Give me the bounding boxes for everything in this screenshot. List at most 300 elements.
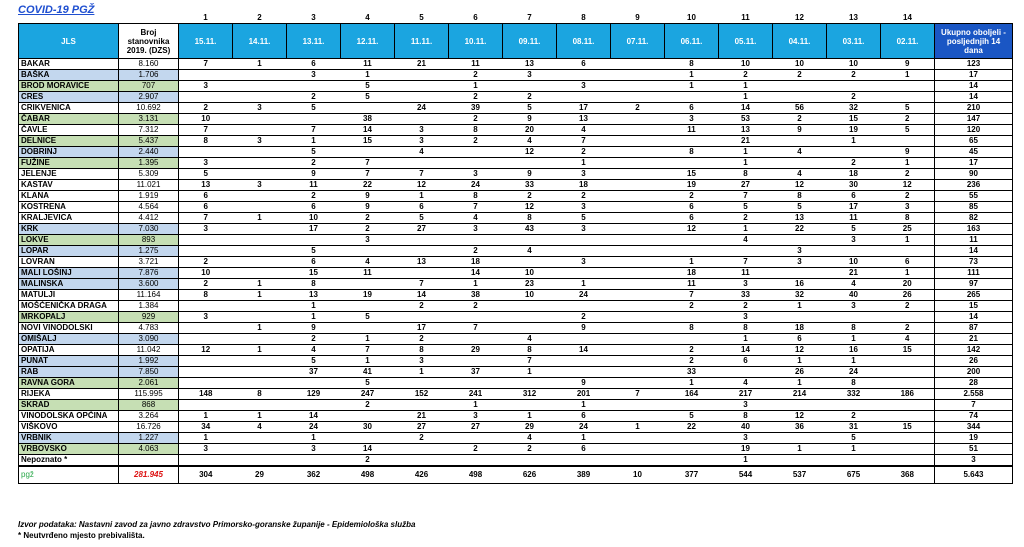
case-count-cell: 13: [503, 59, 557, 70]
case-count-cell: 56: [773, 103, 827, 114]
case-count-cell: 8: [827, 378, 881, 389]
total-cell: 123: [935, 59, 1013, 70]
table-row: [19, 158, 1013, 169]
case-count-cell: 27: [395, 224, 449, 235]
case-count-cell: 18: [557, 180, 611, 191]
case-count-cell: 6: [287, 59, 341, 70]
case-count-cell: 148: [179, 389, 233, 400]
population-cell: 1.992: [119, 356, 179, 367]
case-count-cell: [179, 400, 233, 411]
case-count-cell: [773, 92, 827, 103]
case-count-cell: 1: [665, 378, 719, 389]
case-count-cell: 7: [179, 59, 233, 70]
case-count-cell: [395, 312, 449, 323]
case-count-cell: 39: [449, 103, 503, 114]
case-count-cell: 11: [665, 125, 719, 136]
table-row: [19, 191, 1013, 202]
case-count-cell: 24: [827, 367, 881, 378]
table-row: [19, 356, 1013, 367]
case-count-cell: [233, 224, 287, 235]
column-number: 6: [473, 13, 478, 22]
case-count-cell: [665, 246, 719, 257]
population-cell: 7.030: [119, 224, 179, 235]
date-header: 11.11.: [395, 24, 449, 59]
case-count-cell: [827, 400, 881, 411]
case-count-cell: 36: [773, 422, 827, 433]
total-cell: 21: [935, 334, 1013, 345]
case-count-cell: 5: [773, 202, 827, 213]
case-count-cell: [395, 268, 449, 279]
case-count-cell: 10: [503, 290, 557, 301]
case-count-cell: [449, 147, 503, 158]
table-row: [19, 312, 1013, 323]
page-title: COVID-19 PGŽ: [18, 4, 95, 16]
case-count-cell: 1: [341, 356, 395, 367]
case-count-cell: 24: [557, 290, 611, 301]
municipality-name: VRBOVSKO: [19, 444, 119, 455]
case-count-cell: [611, 290, 665, 301]
case-count-cell: 1: [881, 158, 935, 169]
case-count-cell: 8: [395, 345, 449, 356]
case-count-cell: 3: [773, 246, 827, 257]
case-count-cell: 3: [233, 103, 287, 114]
case-count-cell: [611, 191, 665, 202]
case-count-cell: 8: [665, 59, 719, 70]
case-count-cell: 1: [179, 433, 233, 444]
table-row: [19, 246, 1013, 257]
municipality-name: SKRAD: [19, 400, 119, 411]
case-count-cell: 2: [665, 345, 719, 356]
case-count-cell: 5: [287, 356, 341, 367]
case-count-cell: 9: [341, 202, 395, 213]
case-count-cell: [611, 158, 665, 169]
case-count-cell: [557, 301, 611, 312]
case-count-cell: 3: [287, 70, 341, 81]
case-count-cell: [287, 455, 341, 467]
case-count-cell: 11: [719, 268, 773, 279]
case-count-cell: 10: [773, 59, 827, 70]
case-count-cell: [611, 224, 665, 235]
case-count-cell: [881, 92, 935, 103]
case-count-cell: 10: [287, 213, 341, 224]
case-count-cell: 2: [773, 114, 827, 125]
case-count-cell: [827, 147, 881, 158]
case-count-cell: [557, 246, 611, 257]
case-count-cell: 1: [719, 224, 773, 235]
table-row: [19, 224, 1013, 235]
case-count-cell: [611, 367, 665, 378]
case-count-cell: 25: [881, 224, 935, 235]
case-count-cell: 2: [611, 103, 665, 114]
case-count-cell: 4: [827, 279, 881, 290]
case-count-cell: [233, 114, 287, 125]
case-count-cell: 8: [503, 213, 557, 224]
case-count-cell: [233, 312, 287, 323]
case-count-cell: 14: [719, 345, 773, 356]
case-count-cell: 16: [827, 345, 881, 356]
case-count-cell: [503, 312, 557, 323]
population-cell: 1.919: [119, 191, 179, 202]
case-count-cell: 13: [179, 180, 233, 191]
case-count-cell: [611, 455, 665, 467]
case-count-cell: 5: [719, 202, 773, 213]
case-count-cell: 3: [395, 356, 449, 367]
table-row: [19, 455, 1013, 467]
municipality-name: LOPAR: [19, 246, 119, 257]
case-count-cell: 4: [395, 147, 449, 158]
case-count-cell: 2: [287, 92, 341, 103]
municipality-name: CRES: [19, 92, 119, 103]
date-header: 04.11.: [773, 24, 827, 59]
case-count-cell: [449, 312, 503, 323]
table-row: [19, 213, 1013, 224]
case-count-cell: 7: [341, 169, 395, 180]
case-count-cell: 5: [503, 103, 557, 114]
case-count-cell: [233, 356, 287, 367]
case-count-cell: 8: [773, 191, 827, 202]
case-count-cell: 1: [179, 411, 233, 422]
municipality-name: KOSTRENA: [19, 202, 119, 213]
date-header: 03.11.: [827, 24, 881, 59]
case-count-cell: 12: [503, 202, 557, 213]
case-count-cell: 12: [179, 345, 233, 356]
date-header: 06.11.: [665, 24, 719, 59]
population-header: Broj stanovnika 2019. (DZS): [119, 24, 179, 59]
total-cell: 74: [935, 411, 1013, 422]
case-count-cell: 1: [341, 334, 395, 345]
case-count-cell: [773, 158, 827, 169]
case-count-cell: 11: [341, 268, 395, 279]
total-cell: 14: [935, 312, 1013, 323]
case-count-cell: 15: [881, 345, 935, 356]
case-count-cell: 30: [341, 422, 395, 433]
case-count-cell: 15: [287, 268, 341, 279]
total-header: Ukupno oboljeli - posljednjih 14 dana: [935, 24, 1013, 59]
case-count-cell: [179, 70, 233, 81]
case-count-cell: 8: [179, 136, 233, 147]
table-row: [19, 180, 1013, 191]
case-count-cell: 3: [449, 224, 503, 235]
municipality-name: VINODOLSKA OPĆINA: [19, 411, 119, 422]
table-row: [19, 389, 1013, 400]
table-row: [19, 301, 1013, 312]
case-count-cell: 9: [503, 169, 557, 180]
case-count-cell: 17: [287, 224, 341, 235]
municipality-name: RIJEKA: [19, 389, 119, 400]
case-count-cell: 1: [665, 81, 719, 92]
case-count-cell: 3: [395, 136, 449, 147]
total-cell: 55: [935, 191, 1013, 202]
case-count-cell: 2: [773, 70, 827, 81]
case-count-cell: [665, 312, 719, 323]
case-count-cell: 3: [179, 444, 233, 455]
case-count-cell: 15: [827, 114, 881, 125]
total-cell: 14: [935, 246, 1013, 257]
case-count-cell: 9: [557, 378, 611, 389]
table-row: [19, 70, 1013, 81]
case-count-cell: [503, 257, 557, 268]
population-cell: 7.312: [119, 125, 179, 136]
case-count-cell: [395, 92, 449, 103]
municipality-name: KRALJEVICA: [19, 213, 119, 224]
case-count-cell: 10: [719, 59, 773, 70]
case-count-cell: 11: [449, 59, 503, 70]
case-count-cell: 2: [665, 356, 719, 367]
sum-cell: 389: [557, 466, 611, 484]
case-count-cell: 12: [773, 411, 827, 422]
case-count-cell: 2: [827, 411, 881, 422]
case-count-cell: 7: [395, 279, 449, 290]
case-count-cell: [557, 356, 611, 367]
case-count-cell: [665, 136, 719, 147]
total-cell: 15: [935, 301, 1013, 312]
case-count-cell: [179, 92, 233, 103]
case-count-cell: 19: [341, 290, 395, 301]
case-count-cell: [611, 235, 665, 246]
case-count-cell: [881, 411, 935, 422]
case-count-cell: 8: [719, 323, 773, 334]
case-count-cell: 9: [881, 147, 935, 158]
total-cell: 19: [935, 433, 1013, 444]
total-cell: 45: [935, 147, 1013, 158]
case-count-cell: 4: [449, 213, 503, 224]
population-cell: 4.564: [119, 202, 179, 213]
case-count-cell: 247: [341, 389, 395, 400]
case-count-cell: 1: [665, 70, 719, 81]
case-count-cell: 312: [503, 389, 557, 400]
case-count-cell: 19: [827, 125, 881, 136]
case-count-cell: [611, 213, 665, 224]
jls-header: JLS: [19, 24, 119, 59]
municipality-name: FUŽINE: [19, 158, 119, 169]
date-header: 09.11.: [503, 24, 557, 59]
column-number: 9: [635, 13, 640, 22]
case-count-cell: 129: [287, 389, 341, 400]
case-count-cell: 3: [179, 81, 233, 92]
population-cell: 4.783: [119, 323, 179, 334]
total-cell: 26: [935, 356, 1013, 367]
case-count-cell: 7: [503, 356, 557, 367]
case-count-cell: 3: [719, 433, 773, 444]
date-header: 12.11.: [341, 24, 395, 59]
table-row: [19, 59, 1013, 70]
case-count-cell: [233, 191, 287, 202]
case-count-cell: [719, 367, 773, 378]
case-count-cell: 6: [665, 103, 719, 114]
population-cell: 929: [119, 312, 179, 323]
table-row: [19, 136, 1013, 147]
case-count-cell: 2: [827, 158, 881, 169]
case-count-cell: 10: [503, 268, 557, 279]
case-count-cell: 13: [287, 290, 341, 301]
case-count-cell: 21: [827, 268, 881, 279]
case-count-cell: 7: [719, 257, 773, 268]
case-count-cell: [395, 378, 449, 389]
case-count-cell: 2: [341, 455, 395, 467]
column-number: 1: [203, 13, 208, 22]
case-count-cell: 5: [287, 147, 341, 158]
total-cell: 51: [935, 444, 1013, 455]
case-count-cell: 8: [449, 125, 503, 136]
case-count-cell: 8: [719, 411, 773, 422]
case-count-cell: 4: [503, 433, 557, 444]
population-cell: 2.061: [119, 378, 179, 389]
case-count-cell: 1: [881, 70, 935, 81]
case-count-cell: [179, 356, 233, 367]
case-count-cell: [503, 158, 557, 169]
case-count-cell: 2: [503, 92, 557, 103]
municipality-name: RAB: [19, 367, 119, 378]
case-count-cell: 8: [287, 279, 341, 290]
case-count-cell: 10: [827, 59, 881, 70]
case-count-cell: [395, 455, 449, 467]
population-cell: 11.164: [119, 290, 179, 301]
case-count-cell: 3: [287, 444, 341, 455]
date-header: 05.11.: [719, 24, 773, 59]
case-count-cell: [611, 268, 665, 279]
case-count-cell: [179, 235, 233, 246]
municipality-name: MALINSKA: [19, 279, 119, 290]
case-count-cell: 43: [503, 224, 557, 235]
case-count-cell: 217: [719, 389, 773, 400]
case-count-cell: [611, 92, 665, 103]
case-count-cell: 41: [341, 367, 395, 378]
population-cell: 893: [119, 235, 179, 246]
case-count-cell: 7: [179, 125, 233, 136]
case-count-cell: 24: [557, 422, 611, 433]
population-cell: 8.160: [119, 59, 179, 70]
case-count-cell: [233, 70, 287, 81]
case-count-cell: 1: [503, 411, 557, 422]
case-count-cell: [179, 367, 233, 378]
case-count-cell: 5: [881, 103, 935, 114]
column-number: 4: [365, 13, 370, 22]
case-count-cell: 3: [719, 312, 773, 323]
case-count-cell: 24: [449, 180, 503, 191]
case-count-cell: 5: [881, 125, 935, 136]
table-row: [19, 279, 1013, 290]
case-count-cell: 1: [395, 367, 449, 378]
case-count-cell: 38: [341, 114, 395, 125]
case-count-cell: 2: [719, 213, 773, 224]
municipality-name: MOŠĆENIČKA DRAGA: [19, 301, 119, 312]
case-count-cell: [233, 433, 287, 444]
case-count-cell: 332: [827, 389, 881, 400]
case-count-cell: 34: [179, 422, 233, 433]
case-count-cell: [611, 356, 665, 367]
date-header: 08.11.: [557, 24, 611, 59]
municipality-name: DELNICE: [19, 136, 119, 147]
case-count-cell: 6: [827, 191, 881, 202]
case-count-cell: 24: [287, 422, 341, 433]
case-count-cell: 20: [881, 279, 935, 290]
case-count-cell: 3: [503, 70, 557, 81]
municipality-name: VRBNIK: [19, 433, 119, 444]
case-count-cell: 13: [557, 114, 611, 125]
case-count-cell: 7: [719, 191, 773, 202]
total-cell: 73: [935, 257, 1013, 268]
case-count-cell: 11: [665, 279, 719, 290]
case-count-cell: 10: [179, 114, 233, 125]
case-count-cell: 6: [665, 213, 719, 224]
municipality-name: MATULJI: [19, 290, 119, 301]
table-row: [19, 202, 1013, 213]
case-count-cell: 12: [881, 180, 935, 191]
case-count-cell: 1: [827, 444, 881, 455]
table-row: [19, 433, 1013, 444]
case-count-cell: 14: [287, 411, 341, 422]
column-number: 3: [311, 13, 316, 22]
case-count-cell: [449, 334, 503, 345]
case-count-cell: 27: [449, 422, 503, 433]
case-count-cell: 9: [287, 169, 341, 180]
case-count-cell: 201: [557, 389, 611, 400]
case-count-cell: 9: [773, 125, 827, 136]
case-count-cell: [773, 268, 827, 279]
case-count-cell: [827, 246, 881, 257]
case-count-cell: 10: [827, 257, 881, 268]
case-count-cell: 241: [449, 389, 503, 400]
case-count-cell: 37: [287, 367, 341, 378]
case-count-cell: 15: [881, 422, 935, 433]
case-count-cell: [611, 411, 665, 422]
sum-cell: 498: [341, 466, 395, 484]
case-count-cell: 2: [395, 301, 449, 312]
case-count-cell: 11: [341, 59, 395, 70]
case-count-cell: [881, 312, 935, 323]
case-count-cell: 2: [449, 444, 503, 455]
header-row: [19, 24, 1013, 59]
total-cell: 87: [935, 323, 1013, 334]
case-count-cell: [449, 433, 503, 444]
case-count-cell: [341, 279, 395, 290]
case-count-cell: [395, 81, 449, 92]
case-count-cell: 2: [179, 279, 233, 290]
municipality-name: RAVNA GORA: [19, 378, 119, 389]
case-count-cell: 2: [503, 444, 557, 455]
case-count-cell: 2: [665, 191, 719, 202]
case-count-cell: 4: [773, 169, 827, 180]
case-count-cell: [881, 455, 935, 467]
case-count-cell: [233, 147, 287, 158]
case-count-cell: 17: [827, 202, 881, 213]
total-cell: 17: [935, 70, 1013, 81]
total-cell: 28: [935, 378, 1013, 389]
table-row: [19, 411, 1013, 422]
case-count-cell: 2: [881, 114, 935, 125]
case-count-cell: 33: [719, 290, 773, 301]
case-count-cell: 1: [287, 433, 341, 444]
case-count-cell: 29: [449, 345, 503, 356]
case-count-cell: 1: [773, 444, 827, 455]
case-count-cell: 2: [449, 70, 503, 81]
total-cell: 3: [935, 455, 1013, 467]
sum-cell: 498: [449, 466, 503, 484]
municipality-name: KLANA: [19, 191, 119, 202]
total-cell: 97: [935, 279, 1013, 290]
sum-cell: 362: [287, 466, 341, 484]
case-count-cell: 27: [395, 422, 449, 433]
case-count-cell: [287, 400, 341, 411]
case-count-cell: 21: [395, 59, 449, 70]
municipality-name: OPATIJA: [19, 345, 119, 356]
case-count-cell: [395, 444, 449, 455]
case-count-cell: 3: [233, 180, 287, 191]
case-count-cell: 4: [881, 334, 935, 345]
sum-cell: 29: [233, 466, 287, 484]
case-count-cell: [179, 323, 233, 334]
case-count-cell: 4: [503, 246, 557, 257]
